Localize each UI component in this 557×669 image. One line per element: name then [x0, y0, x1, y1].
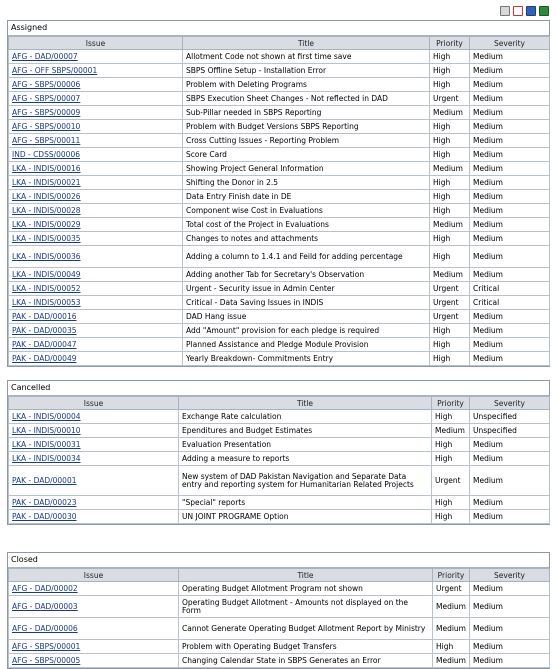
- title-cell: Ependitures and Budget Estimates: [179, 424, 432, 438]
- priority-cell: Urgent: [430, 310, 470, 324]
- table-row: [9, 218, 550, 232]
- title-cell: Problem with Budget Versions SBPS Reporting: [183, 120, 430, 134]
- issue-cell: [9, 148, 183, 162]
- table-row: [9, 510, 550, 524]
- issue-cell: [9, 134, 183, 148]
- issues-table: [8, 36, 550, 366]
- issue-cell: [9, 190, 183, 204]
- table-row: [9, 496, 550, 510]
- severity-cell: Medium: [470, 134, 550, 148]
- priority-cell: High: [432, 410, 470, 424]
- title-cell: Showing Project General Information: [183, 162, 430, 176]
- priority-cell: Medium: [430, 218, 470, 232]
- issues-table: [8, 568, 550, 668]
- issue-cell: [9, 204, 183, 218]
- table-row: [9, 310, 550, 324]
- issue-link[interactable]: LKA - INDIS/00010: [12, 425, 81, 435]
- issue-link[interactable]: AFG - SBPS/00001: [12, 641, 81, 651]
- issue-cell: [9, 466, 179, 496]
- issue-link[interactable]: LKA - INDIS/00021: [12, 177, 81, 187]
- title-cell: Score Card: [183, 148, 430, 162]
- issue-cell: [9, 78, 183, 92]
- column-header-severity[interactable]: Severity: [470, 569, 550, 582]
- severity-cell: Medium: [470, 92, 550, 106]
- table-row: [9, 324, 550, 338]
- issue-link[interactable]: AFG - SBPS/00011: [12, 135, 81, 145]
- issue-cell: [9, 50, 183, 64]
- priority-cell: High: [432, 452, 470, 466]
- issue-link[interactable]: LKA - INDIS/00029: [12, 219, 81, 229]
- severity-cell: Medium: [470, 120, 550, 134]
- issue-link[interactable]: AFG - DAD/00002: [12, 583, 78, 593]
- issues-table: [8, 396, 550, 524]
- severity-cell: Medium: [470, 466, 550, 496]
- priority-cell: Medium: [430, 162, 470, 176]
- title-cell: Cannot Generate Operating Budget Allotment Report by Ministry: [179, 618, 433, 640]
- issue-link[interactable]: LKA - INDIS/00026: [12, 191, 81, 201]
- title-cell: Add "Amount" provision for each pledge is required: [183, 324, 430, 338]
- table-row: [9, 654, 550, 668]
- column-header-priority[interactable]: Priority: [430, 37, 470, 50]
- column-header-severity[interactable]: Severity: [470, 397, 550, 410]
- title-cell: Adding a measure to reports: [179, 452, 432, 466]
- issue-cell: [9, 232, 183, 246]
- table-row: [9, 106, 550, 120]
- issue-cell: [9, 162, 183, 176]
- table-row: [9, 176, 550, 190]
- severity-cell: Medium: [470, 268, 550, 282]
- priority-cell: High: [430, 204, 470, 218]
- table-row: [9, 50, 550, 64]
- issue-cell: [9, 352, 183, 366]
- title-cell: Operating Budget Allotment - Amounts not displayed on the Form: [179, 596, 433, 618]
- issue-cell: [9, 596, 179, 618]
- issue-link[interactable]: AFG - SBPS/00006: [12, 79, 81, 89]
- title-cell: UN JOINT PROGRAME Option: [179, 510, 432, 524]
- severity-cell: Medium: [470, 50, 550, 64]
- issue-cell: [9, 92, 183, 106]
- issue-cell: [9, 438, 179, 452]
- issue-cell: [9, 582, 179, 596]
- severity-cell: Medium: [470, 148, 550, 162]
- severity-cell: Unspecified: [470, 410, 550, 424]
- pdf-icon[interactable]: [513, 6, 523, 16]
- issue-cell: [9, 296, 183, 310]
- issue-cell: [9, 640, 179, 654]
- severity-cell: Medium: [470, 596, 550, 618]
- column-header-priority[interactable]: Priority: [432, 397, 470, 410]
- title-cell: Changing Calendar State in SBPS Generates an Error: [179, 654, 433, 668]
- issue-link[interactable]: IND - CDSS/00006: [12, 149, 80, 159]
- column-header-title[interactable]: Title: [179, 397, 432, 410]
- title-cell: Allotment Code not shown at first time save: [183, 50, 430, 64]
- issue-cell: [9, 268, 183, 282]
- table-row: [9, 268, 550, 282]
- table-row: [9, 92, 550, 106]
- severity-cell: Medium: [470, 582, 550, 596]
- priority-cell: Urgent: [433, 582, 470, 596]
- severity-cell: Medium: [470, 618, 550, 640]
- priority-cell: High: [430, 324, 470, 338]
- title-cell: Evaluation Presentation: [179, 438, 432, 452]
- issue-cell: [9, 338, 183, 352]
- issue-link[interactable]: LKA - INDIS/00028: [12, 205, 81, 215]
- closed-section: [7, 552, 550, 669]
- issue-cell: [9, 120, 183, 134]
- title-cell: Problem with Deleting Programs: [183, 78, 430, 92]
- issue-link[interactable]: LKA - INDIS/00016: [12, 163, 81, 173]
- title-cell: Changes to notes and attachments: [183, 232, 430, 246]
- column-header-title[interactable]: Title: [183, 37, 430, 50]
- priority-cell: High: [432, 496, 470, 510]
- table-row: [9, 338, 550, 352]
- severity-cell: Medium: [470, 190, 550, 204]
- table-row: [9, 596, 550, 618]
- priority-cell: High: [430, 338, 470, 352]
- title-cell: Component wise Cost in Evaluations: [183, 204, 430, 218]
- table-row: [9, 466, 550, 496]
- section-title: Closed: [8, 553, 549, 568]
- priority-cell: High: [430, 134, 470, 148]
- priority-cell: Medium: [430, 268, 470, 282]
- column-header-issue[interactable]: Issue: [9, 37, 183, 50]
- table-row: [9, 296, 550, 310]
- severity-cell: Medium: [470, 452, 550, 466]
- issue-link[interactable]: AFG - SBPS/00005: [12, 655, 81, 665]
- title-cell: Problem with Operating Budget Transfers: [179, 640, 433, 654]
- issue-link[interactable]: LKA - INDIS/00004: [12, 411, 81, 421]
- title-cell: Exchange Rate calculation: [179, 410, 432, 424]
- severity-cell: Medium: [470, 654, 550, 668]
- priority-cell: Medium: [432, 424, 470, 438]
- issue-link[interactable]: LKA - INDIS/00036: [12, 251, 81, 261]
- priority-cell: Medium: [433, 596, 470, 618]
- issue-link[interactable]: AFG - DAD/00006: [12, 623, 78, 633]
- severity-cell: Unspecified: [470, 424, 550, 438]
- issue-cell: [9, 424, 179, 438]
- severity-cell: Medium: [470, 352, 550, 366]
- severity-cell: Medium: [470, 176, 550, 190]
- title-cell: DAD Hang issue: [183, 310, 430, 324]
- section-title: Cancelled: [8, 381, 549, 396]
- issue-cell: [9, 618, 179, 640]
- cancelled-section: [7, 380, 550, 525]
- priority-cell: Medium: [433, 618, 470, 640]
- issue-link[interactable]: PAK - DAD/00049: [12, 353, 77, 363]
- issue-link[interactable]: LKA - INDIS/00031: [12, 439, 81, 449]
- issue-cell: [9, 246, 183, 268]
- table-row: [9, 246, 550, 268]
- issue-cell: [9, 496, 179, 510]
- title-cell: SBPS Execution Sheet Changes - Not reflected in DAD: [183, 92, 430, 106]
- severity-cell: Medium: [470, 640, 550, 654]
- print-icon[interactable]: [500, 6, 510, 16]
- priority-cell: High: [430, 64, 470, 78]
- severity-cell: Medium: [470, 496, 550, 510]
- severity-cell: Medium: [470, 324, 550, 338]
- severity-cell: Medium: [470, 510, 550, 524]
- priority-cell: High: [430, 50, 470, 64]
- issue-cell: [9, 176, 183, 190]
- priority-cell: High: [432, 510, 470, 524]
- section-title: Assigned: [8, 21, 549, 36]
- table-row: [9, 424, 550, 438]
- severity-cell: Medium: [470, 310, 550, 324]
- title-cell: Operating Budget Allotment Program not shown: [179, 582, 433, 596]
- column-header-issue[interactable]: Issue: [9, 569, 179, 582]
- issue-cell: [9, 654, 179, 668]
- excel-icon[interactable]: [539, 6, 549, 16]
- table-row: [9, 204, 550, 218]
- priority-cell: Medium: [430, 106, 470, 120]
- table-row: [9, 162, 550, 176]
- title-cell: Yearly Breakdown- Commitments Entry: [183, 352, 430, 366]
- issue-link[interactable]: LKA - INDIS/00053: [12, 297, 81, 307]
- severity-cell: Medium: [470, 232, 550, 246]
- table-row: [9, 148, 550, 162]
- column-header-issue[interactable]: Issue: [9, 397, 179, 410]
- issue-cell: [9, 510, 179, 524]
- export-toolbar: [500, 6, 549, 16]
- issue-link[interactable]: AFG - SBPS/00007: [12, 93, 81, 103]
- priority-cell: Medium: [433, 654, 470, 668]
- priority-cell: High: [430, 148, 470, 162]
- column-header-severity[interactable]: Severity: [470, 37, 550, 50]
- issue-link[interactable]: PAK - DAD/00035: [12, 325, 77, 335]
- priority-cell: High: [432, 438, 470, 452]
- column-header-priority[interactable]: Priority: [433, 569, 470, 582]
- table-row: [9, 134, 550, 148]
- title-cell: Urgent - Security issue in Admin Center: [183, 282, 430, 296]
- table-row: [9, 352, 550, 366]
- title-cell: Planned Assistance and Pledge Module Provision: [183, 338, 430, 352]
- issue-cell: [9, 106, 183, 120]
- table-row: [9, 232, 550, 246]
- issue-cell: [9, 452, 179, 466]
- issue-link[interactable]: LKA - INDIS/00049: [12, 269, 81, 279]
- severity-cell: Medium: [470, 162, 550, 176]
- priority-cell: High: [430, 246, 470, 268]
- word-icon[interactable]: [526, 6, 536, 16]
- title-cell: Data Entry Finish date in DE: [183, 190, 430, 204]
- table-row: [9, 618, 550, 640]
- title-cell: Shifting the Donor in 2.5: [183, 176, 430, 190]
- issue-cell: [9, 64, 183, 78]
- issue-cell: [9, 282, 183, 296]
- title-cell: Total cost of the Project in Evaluations: [183, 218, 430, 232]
- title-cell: Sub-Pillar needed in SBPS Reporting: [183, 106, 430, 120]
- table-row: [9, 190, 550, 204]
- title-cell: New system of DAD Pakistan Navigation and Separate Data entry and reporting system for Humanitarian Related Projects: [179, 466, 432, 496]
- title-cell: SBPS Offline Setup - Installation Error: [183, 64, 430, 78]
- priority-cell: High: [430, 352, 470, 366]
- issue-link[interactable]: LKA - INDIS/00034: [12, 453, 81, 463]
- table-row: [9, 64, 550, 78]
- severity-cell: Medium: [470, 438, 550, 452]
- issue-link[interactable]: PAK - DAD/00047: [12, 339, 77, 349]
- priority-cell: Urgent: [430, 92, 470, 106]
- severity-cell: Critical: [470, 282, 550, 296]
- severity-cell: Medium: [470, 64, 550, 78]
- severity-cell: Medium: [470, 204, 550, 218]
- priority-cell: High: [433, 640, 470, 654]
- table-row: [9, 438, 550, 452]
- issue-link[interactable]: PAK - DAD/00016: [12, 311, 77, 321]
- issue-link[interactable]: AFG - SBPS/00010: [12, 121, 81, 131]
- issue-link[interactable]: AFG - DAD/00003: [12, 601, 78, 611]
- table-row: [9, 452, 550, 466]
- table-row: [9, 78, 550, 92]
- assigned-section: [7, 20, 550, 367]
- title-cell: Adding a column to 1.4.1 and Feild for adding percentage: [183, 246, 430, 268]
- priority-cell: Urgent: [430, 296, 470, 310]
- severity-cell: Medium: [470, 246, 550, 268]
- table-row: [9, 582, 550, 596]
- severity-cell: Medium: [470, 218, 550, 232]
- priority-cell: High: [430, 232, 470, 246]
- issue-cell: [9, 324, 183, 338]
- issue-link[interactable]: LKA - INDIS/00052: [12, 283, 81, 293]
- issue-link[interactable]: LKA - INDIS/00035: [12, 233, 81, 243]
- issue-cell: [9, 410, 179, 424]
- priority-cell: High: [430, 120, 470, 134]
- severity-cell: Critical: [470, 296, 550, 310]
- severity-cell: Medium: [470, 338, 550, 352]
- title-cell: Adding another Tab for Secretary's Observation: [183, 268, 430, 282]
- issue-link[interactable]: AFG - OFF SBPS/00001: [12, 65, 98, 75]
- issue-link[interactable]: AFG - DAD/00007: [12, 51, 78, 61]
- priority-cell: Urgent: [432, 466, 470, 496]
- issue-link[interactable]: AFG - SBPS/00009: [12, 107, 81, 117]
- issue-link[interactable]: PAK - DAD/00023: [12, 497, 77, 507]
- priority-cell: Urgent: [430, 282, 470, 296]
- priority-cell: High: [430, 190, 470, 204]
- priority-cell: High: [430, 176, 470, 190]
- table-row: [9, 640, 550, 654]
- issue-link[interactable]: PAK - DAD/00030: [12, 511, 77, 521]
- issue-link[interactable]: PAK - DAD/00001: [12, 475, 77, 485]
- severity-cell: Medium: [470, 78, 550, 92]
- title-cell: Cross Cutting Issues - Reporting Problem: [183, 134, 430, 148]
- column-header-title[interactable]: Title: [179, 569, 433, 582]
- table-row: [9, 282, 550, 296]
- table-row: [9, 410, 550, 424]
- issue-cell: [9, 310, 183, 324]
- issue-cell: [9, 218, 183, 232]
- title-cell: "Special" reports: [179, 496, 432, 510]
- table-row: [9, 120, 550, 134]
- severity-cell: Medium: [470, 106, 550, 120]
- title-cell: Critical - Data Saving Issues in INDIS: [183, 296, 430, 310]
- priority-cell: High: [430, 78, 470, 92]
